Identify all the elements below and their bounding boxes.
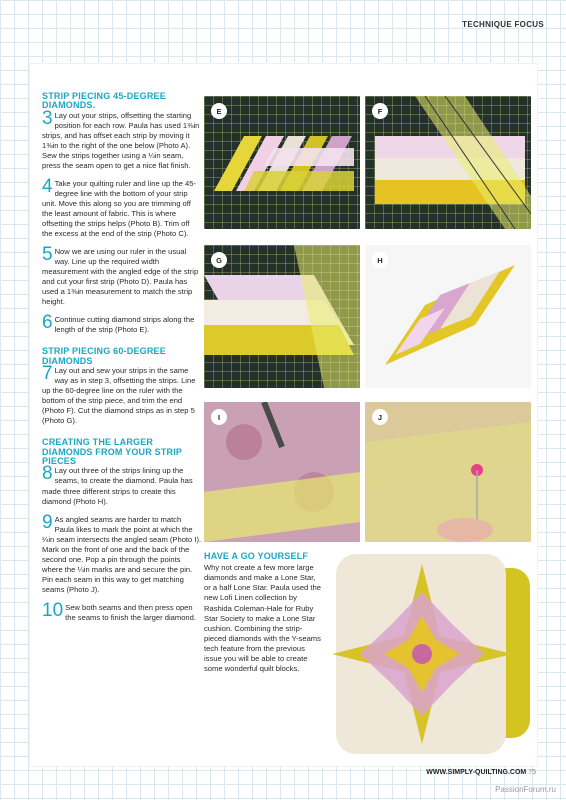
running-head: TECHNIQUE FOCUS [462, 20, 544, 29]
step-5: 5 Now we are using our ruler in the usual way. Line up the required width measurement with the angled edge of the strip and cut your first strip (Photo D). Paula has used a 1⅜in measurement to match the strip height. [42, 244, 199, 307]
photo-e [204, 96, 360, 229]
photo-h-illustration [365, 245, 531, 388]
photo-f-illustration [365, 96, 531, 229]
step-7: 7 Lay out and sew your strips in the same way as in step 3, offsetting the strips. Line up the 60-degree line on the ruler with the bottom of the strip piece, and trim the end (Photo F). Cut the diamond strips as in step 5 (Photo G). [42, 363, 196, 426]
page-footer [426, 769, 536, 776]
photo-j-illustration [365, 402, 531, 542]
step-8: 8 Lay out three of the strips lining up the seams, to create the diamond. Paula has made three different strips to create this diamond (Photo H). [42, 463, 193, 506]
article-panel [30, 64, 537, 766]
photo-h [365, 245, 531, 388]
photo-g [204, 245, 360, 388]
photo-j [365, 402, 531, 542]
step-10: 10 Sew both seams and then press open the seams to finish the larger diamond. [42, 599, 196, 622]
section-larger-heading: CREATING THE LARGER DIAMONDS FROM YOUR STRIP PIECES [42, 437, 182, 467]
step-6: 6 Continue cutting diamond strips along the length of the strip (Photo E). [42, 312, 195, 335]
have-a-go-heading: HAVE A GO YOURSELF [204, 551, 309, 561]
photo-f-label: F [372, 103, 388, 119]
step-3: 3 Lay out your strips, offsetting the starting position for each row. Paula has used 1⅜in strips, and has offset each strip by moving it 1⅜in to the right of the one below (Photo A). Sew the strips together using a ¼in seam, press the seam open to get a nice flat finish. [42, 107, 200, 170]
photo-h-label: H [372, 252, 388, 268]
watermark: PassionForum.ru [495, 785, 556, 794]
page-number: 75 [528, 769, 536, 776]
have-a-go-block [204, 552, 324, 674]
photo-i [204, 402, 360, 542]
photo-e-label: E [211, 103, 227, 119]
photo-f [365, 96, 531, 229]
step-9: 9 As angled seams are harder to match Paula likes to mark the point at which the ¼in seam intersects the angled seam (Photo I). Mark on the front of one and the back of the second one. Pop a pin through the points where the ¼in marks are and secure the pin. Pin each seam in this way to get matching seams (Photo J). [42, 511, 202, 594]
footer-site: WWW.SIMPLY-QUILTING.COM [426, 769, 527, 776]
cushion-photo [326, 548, 535, 762]
section-60-heading: STRIP PIECING 60-DEGREE DIAMONDS [42, 346, 166, 366]
step-4: 4 Take your quilting ruler and line up the 45-degree line with the bottom of your strip unit. Move this along so you are trimming off the least amount of fabric. This is where offsetting the strips helps (Photo B). Trim off the excess at the end of the strip (Photo C). [42, 175, 196, 239]
have-a-go-text: Why not create a few more large diamonds and make a Lone Star, or a half Lone Star. Paula used the new Lofi Linen collection by Rashida Coleman-Hale for Ruby Star Society to make a Lone Star cushion. Combining the strip-pieced diamonds with the Y-seams tech feature from the previous issue you will be able to create some wonderful quilt blocks. [204, 563, 321, 673]
instructions-column [42, 92, 202, 631]
cushion-illustration [326, 548, 535, 762]
photo-g-illustration [204, 245, 360, 388]
photo-g-label: G [211, 252, 227, 268]
photo-i-illustration [204, 402, 360, 542]
photo-i-label: I [211, 409, 227, 425]
section-45-heading: STRIP PIECING 45-DEGREE DIAMONDS. [42, 91, 166, 111]
photo-e-illustration [204, 96, 360, 229]
photo-j-label: J [372, 409, 388, 425]
